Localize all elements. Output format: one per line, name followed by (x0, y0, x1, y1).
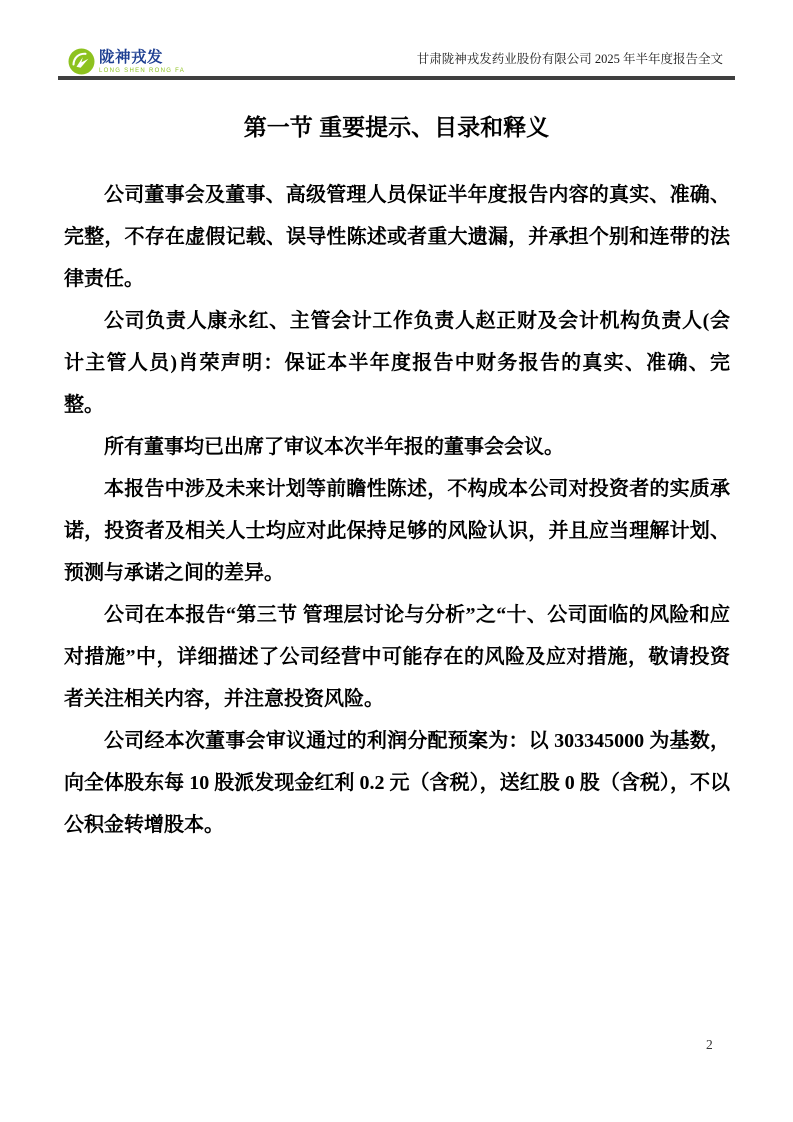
paragraph-forward-looking: 本报告中涉及未来计划等前瞻性陈述，不构成本公司对投资者的实质承诺，投资者及相关人士均应对此保持足够的风险认识，并且应当理解计划、预测与承诺之间的差异。 (64, 478, 730, 584)
header-divider (58, 76, 735, 80)
section-title: 第一节 重要提示、目录和释义 (243, 114, 550, 140)
paragraph-profit-distribution: 公司经本次董事会审议通过的利润分配预案为：以 303345000 为基数，向全体股东每 10 股派发现金红利 0.2 元（含税），送红股 0 股（含税），不以公积金转增股本。 (64, 730, 730, 836)
company-logo (68, 48, 185, 75)
document-body (64, 174, 730, 846)
brand-name-cn: 陇神戎发 (99, 49, 164, 66)
report-header-title: 甘肃陇神戎发药业股份有限公司 2025 年半年度报告全文 (416, 52, 723, 66)
paragraph-risk-notice: 公司在本报告“第三节 管理层讨论与分析”之“十、公司面临的风险和应对措施”中，详细描述了公司经营中可能存在的风险及应对措施，敬请投资者关注相关内容，并注意投资风险。 (64, 604, 730, 710)
paragraph-responsible-persons: 公司负责人康永红、主管会计工作负责人赵正财及会计机构负责人(会计主管人员)肖荣声明：保证本半年度报告中财务报告的真实、准确、完整。 (64, 310, 730, 416)
longshen-logo-icon (68, 48, 95, 75)
page-number: 2 (706, 1037, 713, 1052)
brand-name-en: LONG SHEN RONG FA (99, 68, 186, 74)
paragraph-board-guarantee: 公司董事会及董事、高级管理人员保证半年度报告内容的真实、准确、完整，不存在虚假记载、误导性陈述或者重大遗漏，并承担个别和连带的法律责任。 (64, 184, 730, 290)
paragraph-directors-attendance: 所有董事均已出席了审议本次半年报的董事会会议。 (104, 436, 564, 458)
logo-text (99, 50, 185, 75)
